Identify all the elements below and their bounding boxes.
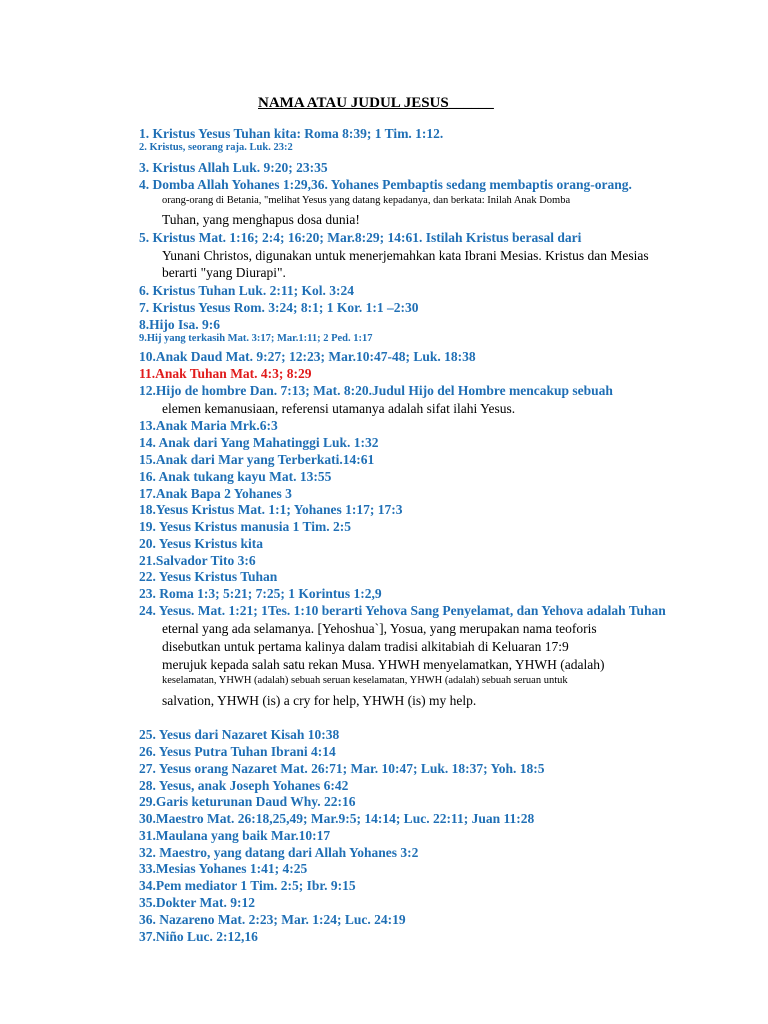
- list-item: 29.Garis keturunan Daud Why. 22:16: [139, 794, 356, 809]
- list-item-continuation: eternal yang ada selamanya. [Yehoshua`], Yosua, yang merupakan nama teoforis: [162, 621, 597, 636]
- list-item-continuation: Tuhan, yang menghapus dosa dunia!: [162, 212, 360, 227]
- list-item: 30.Maestro Mat. 26:18,25,49; Mar.9:5; 14:14; Luc. 22:11; Juan 11:28: [139, 811, 535, 826]
- page-title: [258, 95, 494, 112]
- list-item: 5. Kristus Mat. 1:16; 2:4; 16:20; Mar.8:29; 14:61. Istilah Kristus berasal dari: [139, 230, 582, 245]
- list-item: 1. Kristus Yesus Tuhan kita: Roma 8:39; 1 Tim. 1:12.: [139, 126, 444, 141]
- list-item: 33.Mesias Yohanes 1:41; 4:25: [139, 861, 308, 876]
- list-item: 3. Kristus Allah Luk. 9:20; 23:35: [139, 160, 328, 175]
- list-item-highlighted: 11.Anak Tuhan Mat. 4:3; 8:29: [139, 366, 312, 381]
- list-item: 22. Yesus Kristus Tuhan: [139, 569, 278, 584]
- list-item: 21.Salvador Tito 3:6: [139, 553, 256, 568]
- list-item: 16. Anak tukang kayu Mat. 13:55: [139, 469, 332, 484]
- list-item-continuation: keselamatan, YHWH (adalah) sebuah seruan keselamatan, YHWH (adalah) sebuah seruan untuk: [162, 675, 568, 686]
- list-item: 18.Yesus Kristus Mat. 1:1; Yohanes 1:17; 17:3: [139, 502, 403, 517]
- list-item-continuation: Yunani Christos, digunakan untuk menerjemahkan kata Ibrani Mesias. Kristus dan Mesias: [162, 248, 649, 263]
- list-item: 31.Maulana yang baik Mar.10:17: [139, 828, 331, 843]
- list-item-continuation: elemen kemanusiaan, referensi utamanya adalah sifat ilahi Yesus.: [162, 401, 516, 416]
- list-item-continuation: berarti "yang Diurapi".: [162, 265, 286, 280]
- list-item: 34.Pem mediator 1 Tim. 2:5; Ibr. 9:15: [139, 878, 356, 893]
- list-item: 14. Anak dari Yang Mahatinggi Luk. 1:32: [139, 435, 379, 450]
- list-item: 19. Yesus Kristus manusia 1 Tim. 2:5: [139, 519, 352, 534]
- list-item: 9.Hij yang terkasih Mat. 3:17; Mar.1:11; 2 Ped. 1:17: [139, 333, 373, 344]
- list-item: 27. Yesus orang Nazaret Mat. 26:71; Mar. 10:47; Luk. 18:37; Yoh. 18:5: [139, 761, 545, 776]
- list-item: 6. Kristus Tuhan Luk. 2:11; Kol. 3:24: [139, 283, 354, 298]
- list-item: 35.Dokter Mat. 9:12: [139, 895, 255, 910]
- list-item: 15.Anak dari Mar yang Terberkati.14:61: [139, 452, 375, 467]
- title-text: NAMA ATAU JUDUL JESUS: [258, 95, 449, 111]
- list-item: 37.Niño Luc. 2:12,16: [139, 929, 258, 944]
- list-item-continuation: salvation, YHWH (is) a cry for help, YHWH (is) my help.: [162, 693, 477, 708]
- list-item: 10.Anak Daud Mat. 9:27; 12:23; Mar.10:47-48; Luk. 18:38: [139, 349, 476, 364]
- list-item: 20. Yesus Kristus kita: [139, 536, 264, 551]
- list-item: 7. Kristus Yesus Rom. 3:24; 8:1; 1 Kor. 1:1 –2:30: [139, 300, 419, 315]
- list-item: 32. Maestro, yang datang dari Allah Yohanes 3:2: [139, 845, 419, 860]
- list-item-continuation: orang-orang di Betania, "melihat Yesus yang datang kepadanya, dan berkata: Inilah Anak Domba: [162, 195, 571, 206]
- list-item: 17.Anak Bapa 2 Yohanes 3: [139, 486, 292, 501]
- list-item: 23. Roma 1:3; 5:21; 7:25; 1 Korintus 1:2,9: [139, 586, 382, 601]
- list-item: 13.Anak Maria Mrk.6:3: [139, 418, 278, 433]
- list-item: 36. Nazareno Mat. 2:23; Mar. 1:24; Luc. 24:19: [139, 912, 406, 927]
- list-item-continuation: disebutkan untuk pertama kalinya dalam tradisi alkitabiah di Keluaran 17:9: [162, 639, 569, 654]
- list-item: 12.Hijo de hombre Dan. 7:13; Mat. 8:20.Judul Hijo del Hombre mencakup sebuah: [139, 383, 613, 398]
- list-item-continuation: merujuk kepada salah satu rekan Musa. YHWH menyelamatkan, YHWH (adalah): [162, 657, 605, 672]
- title-underline-trail: ______: [448, 95, 494, 111]
- list-item: 4. Domba Allah Yohanes 1:29,36. Yohanes Pembaptis sedang membaptis orang-orang.: [139, 177, 632, 192]
- list-item: 25. Yesus dari Nazaret Kisah 10:38: [139, 727, 340, 742]
- list-item: 26. Yesus Putra Tuhan Ibrani 4:14: [139, 744, 336, 759]
- list-item: 2. Kristus, seorang raja. Luk. 23:2: [139, 142, 293, 153]
- list-item: 24. Yesus. Mat. 1:21; 1Tes. 1:10 berarti Yehova Sang Penyelamat, dan Yehova adalah Tuhan: [139, 603, 666, 618]
- list-item: 28. Yesus, anak Joseph Yohanes 6:42: [139, 778, 349, 793]
- list-item: 8.Hijo Isa. 9:6: [139, 317, 220, 332]
